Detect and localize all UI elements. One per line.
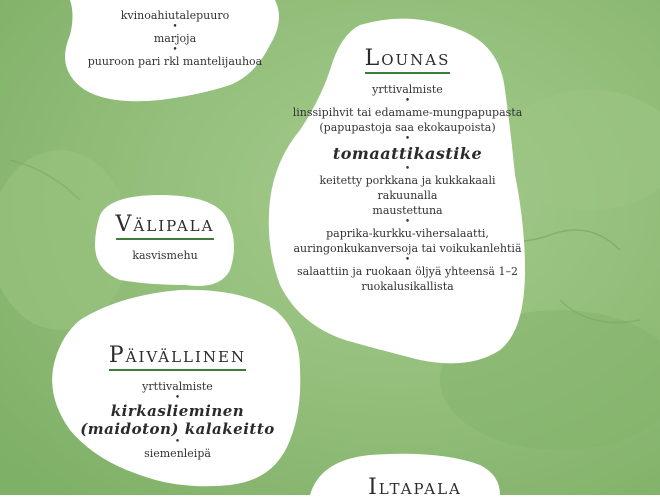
list-item: paprika-kurkku-vihersalaatti,	[326, 227, 489, 240]
list-item: maustettuna	[372, 204, 443, 217]
bullet-separator: •	[174, 437, 181, 447]
paivallinen-section	[70, 343, 285, 461]
list-item: (papupastoja saa ekokaupoista)	[319, 121, 496, 134]
list-item: yrttivalmiste	[142, 380, 213, 393]
paivallinen-heading: Päivällinen	[109, 343, 246, 371]
valipala-heading-wrap	[100, 212, 230, 240]
iltapala-section	[340, 475, 490, 501]
bullet-separator: •	[174, 393, 181, 403]
lounas-section	[290, 46, 525, 294]
valipala-section	[100, 212, 230, 263]
list-item: ruokalusikallista	[361, 280, 454, 293]
lounas-heading: Lounas	[365, 46, 451, 74]
list-item: puuroon pari rkl mantelijauhoa	[87, 55, 263, 68]
list-item: kvinoahiutalepuuro	[120, 9, 230, 22]
list-item: linssipihvit tai edamame-mungpapupasta	[292, 106, 523, 119]
bullet-separator: •	[172, 45, 178, 55]
list-item: keitetty porkkana ja kukkakaali rakuunalla	[319, 174, 496, 202]
list-item: auringonkukanversoja tai voikukanlehtiä	[293, 242, 522, 255]
bullet-separator: •	[404, 164, 411, 174]
lounas-heading-wrap	[290, 46, 525, 74]
list-item: siemenleipä	[144, 447, 211, 460]
iltapala-heading: Iltapala	[368, 475, 462, 500]
list-item-highlight: (maidoton) kalakeitto	[80, 420, 275, 438]
bullet-separator: •	[404, 134, 411, 144]
bullet-separator: •	[404, 255, 411, 265]
list-item: marjoja	[153, 32, 197, 45]
list-item: salaattiin ja ruokaan öljyä yhteensä 1–2	[297, 265, 518, 278]
paivallinen-heading-wrap	[70, 343, 285, 371]
list-item-highlight: kirkaslieminen	[110, 402, 245, 420]
bullet-separator: •	[172, 22, 178, 32]
list-item: kasvismehu	[132, 249, 198, 262]
list-item-highlight: tomaattikastike	[332, 144, 483, 163]
bullet-separator: •	[404, 96, 411, 106]
bullet-separator: •	[404, 217, 411, 227]
list-item: yrttivalmiste	[372, 83, 443, 96]
valipala-heading: Välipala	[116, 212, 215, 240]
aamupala-section	[70, 8, 280, 69]
